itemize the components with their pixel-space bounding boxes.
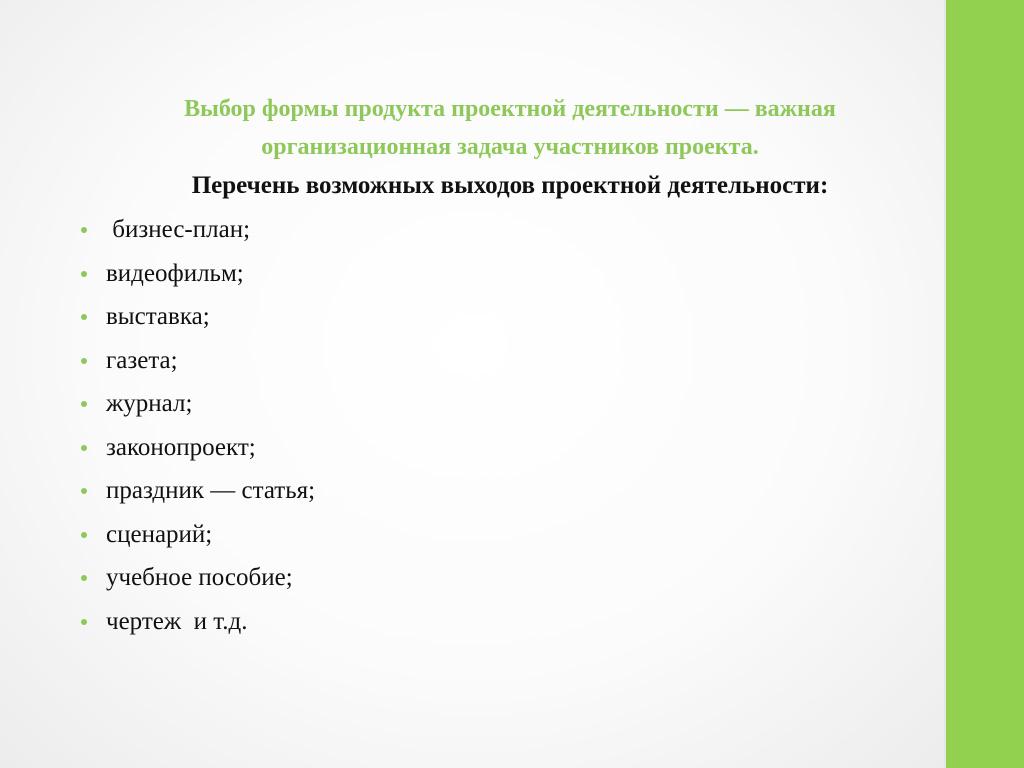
list-item-text: выставка;	[106, 303, 210, 330]
bullet-icon	[81, 358, 87, 364]
list-item	[78, 430, 315, 474]
output-list	[78, 212, 315, 647]
bullet-icon	[81, 314, 87, 320]
slide-title: Выбор формы продукта проектной деятельности — важная организационная задача участников проекта.	[184, 96, 836, 160]
list-item-text: учебное пособие;	[106, 564, 293, 591]
list-item-text: праздник — статья;	[106, 477, 316, 504]
accent-side-bar	[946, 0, 1024, 768]
list-item-text: сценарий;	[106, 520, 213, 548]
bullet-icon	[81, 619, 87, 625]
bullet-icon	[81, 227, 87, 233]
list-item-text: чертеж и т.д.	[106, 607, 248, 635]
list-item	[78, 256, 315, 300]
list-item-text: газета;	[106, 346, 178, 374]
bullet-icon	[81, 532, 87, 538]
list-item	[78, 517, 315, 561]
bullet-icon	[81, 445, 87, 451]
list-item	[78, 299, 315, 343]
bullet-icon	[81, 488, 87, 494]
list-item-text: журнал;	[106, 390, 193, 417]
list-item	[78, 560, 315, 604]
list-item	[78, 386, 315, 430]
list-item	[78, 343, 315, 387]
list-item-text: бизнес-план;	[106, 216, 251, 243]
bullet-icon	[81, 401, 87, 407]
list-item-text: законопроект;	[106, 433, 256, 461]
list-item-text: видеофильм;	[106, 259, 244, 287]
list-heading: Перечень возможных выходов проектной деятельности:	[191, 172, 829, 199]
list-item	[78, 604, 315, 648]
bullet-icon	[81, 271, 87, 277]
list-item	[78, 473, 315, 517]
list-item	[78, 212, 315, 256]
bullet-icon	[81, 575, 87, 581]
